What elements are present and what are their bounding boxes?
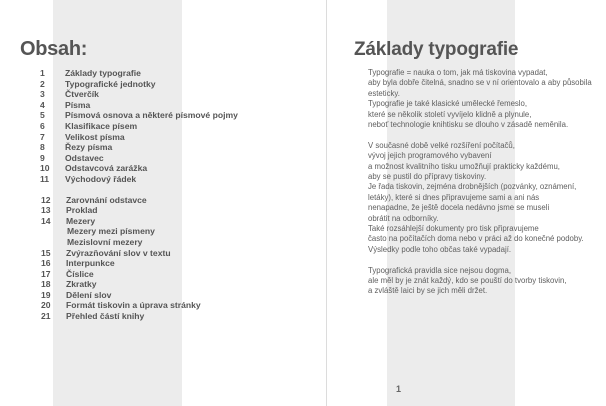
toc-gap [0,185,326,195]
toc-entry-number: 6 [40,120,45,131]
toc-entry-label: Interpunkce [66,258,115,269]
toc-entry-label: Přehled částí knihy [66,311,145,322]
toc-entry-label: Mezery [66,215,96,226]
toc-entry-number: 12 [41,194,51,205]
toc-entry-number: 18 [41,279,51,290]
chapter-title: Základy typografie [354,39,519,60]
toc-entry-number: 20 [41,300,51,311]
text-line: neboť technologie knihtisku se dlouho v zásadě neměnila. [368,119,569,129]
toc-entry-label: Písmová osnova a některé písmové pojmy [65,110,238,121]
toc-entry-number: 10 [40,163,50,174]
toc-entry[interactable] [0,205,326,216]
toc-entry-number: 9 [40,152,45,163]
toc-entry-number: 16 [41,258,51,269]
toc-entry[interactable] [0,258,326,269]
toc-entry[interactable] [0,142,326,153]
toc-entry-label: Dělení slov [66,289,112,300]
toc-entry[interactable] [0,195,326,206]
text-line: často na počítačích doma nebo v práci až do konečné podoby. [368,234,584,244]
toc-group-2 [0,195,326,322]
toc-entry-label: Základy typografie [65,68,141,78]
toc-entry-label: Zvýrazňování slov v textu [66,247,171,258]
toc-entry-label: Písma [65,99,91,110]
text-line: Je řada tiskovin, zejména drobnějších (pozvánky, oznámení, [368,182,577,192]
toc-entry[interactable] [0,300,326,311]
text-line: aby byla dobře čitelná, snadno se v ní orientovalo a aby působila [368,78,592,88]
right-page [327,0,606,406]
toc-entry-label: Řezy písma [65,142,113,153]
paragraph [368,68,604,130]
text-line: ale měl by je znát každý, kdo se pouští do tvorby tiskovin, [368,276,567,286]
text-line: Také rozsáhlejší dokumenty pro tisk připravujeme [368,223,539,233]
toc-entry[interactable] [0,290,326,301]
toc-entry[interactable] [0,248,326,259]
toc-entry-number: 14 [41,215,51,226]
toc-entry-label: Čtverčík [65,89,99,100]
toc-entry-number: 5 [40,110,45,121]
body-text [368,68,604,307]
text-line: letáky), které si dnes připravujeme sami a ani nás [368,192,540,202]
toc-entry[interactable] [0,174,326,185]
toc-entry[interactable] [0,79,326,90]
paragraph [368,141,604,255]
toc-entry-number: 8 [40,142,45,153]
page-number: 1 [396,384,402,394]
toc-entry[interactable] [0,132,326,143]
paragraph [368,266,604,297]
toc-entry-label: Klasifikace písem [65,120,138,131]
text-line: a možnost kvalitního tisku umožňují prakticky každému, [368,161,560,171]
toc-entry-label: Odstavec [65,152,104,163]
text-line: které se několik století vyvíjelo klidně a plynule, [368,109,532,119]
toc-entry[interactable] [0,237,326,248]
text-line: Typografická pravidla sice nejsou dogma, [368,265,512,275]
text-line: Typografie je také klasické umělecké řemeslo, [368,99,528,109]
text-line: aby se pustil do přípravy tiskoviny. [368,172,487,182]
toc-entry-label: Velikost písma [65,131,125,142]
toc-entry[interactable] [0,153,326,164]
toc-entry-number: 4 [40,99,45,110]
toc-entry-label: Zkratky [66,279,97,290]
text-line: nenapadne, že ještě docela nedávno jsme se museli [368,203,550,213]
toc-entry-label: Mezery mezi písmeny [67,226,155,237]
toc-title: Obsah: [20,38,88,60]
toc-entry[interactable] [0,216,326,227]
toc-entry-label: Zarovnání odstavce [66,194,147,205]
table-of-contents [0,68,326,322]
text-line: esteticky. [368,88,400,98]
toc-group-1 [0,68,326,185]
toc-entry[interactable] [0,311,326,322]
toc-entry-number: 17 [41,268,51,279]
toc-entry[interactable] [0,269,326,280]
toc-entry-number: 19 [41,289,51,300]
toc-entry[interactable] [0,110,326,121]
text-line: obrátit na odborníky. [368,213,439,223]
toc-entry-label: Proklad [66,205,98,216]
text-line: V současné době velké rozšíření počítačů, [368,140,515,150]
toc-entry-number: 21 [41,311,51,322]
toc-entry-number: 2 [40,78,45,89]
toc-entry-number: 3 [40,89,45,100]
toc-entry-number: 15 [41,247,51,258]
toc-entry-label: Východový řádek [65,173,137,184]
toc-entry-label: Mezislovní mezery [67,236,143,247]
toc-entry[interactable] [0,121,326,132]
text-line: Výsledky podle toho občas také vypadají. [368,244,512,254]
toc-entry[interactable] [0,100,326,111]
toc-entry[interactable] [0,279,326,290]
toc-entry-number: 7 [40,131,45,142]
toc-entry-label: Formát tiskovin a úprava stránky [66,300,201,311]
toc-entry-label: Odstavcová zarážka [65,163,148,174]
toc-entry[interactable] [0,68,326,79]
toc-entry-number: 11 [40,173,50,184]
toc-entry[interactable] [0,89,326,100]
text-line: vývoj jejich programového vybavení [368,151,492,161]
text-line: Typografie = nauka o tom, jak má tiskovina vypadat, [368,68,548,77]
toc-entry-label: Typografické jednotky [65,78,156,89]
toc-entry-label: Číslice [66,268,94,279]
toc-entry[interactable] [0,226,326,237]
toc-entry-number: 1 [40,68,45,78]
toc-entry-number: 13 [41,205,51,216]
text-line: a zvláště laici by se jich měli držet. [368,286,488,296]
toc-entry[interactable] [0,163,326,174]
